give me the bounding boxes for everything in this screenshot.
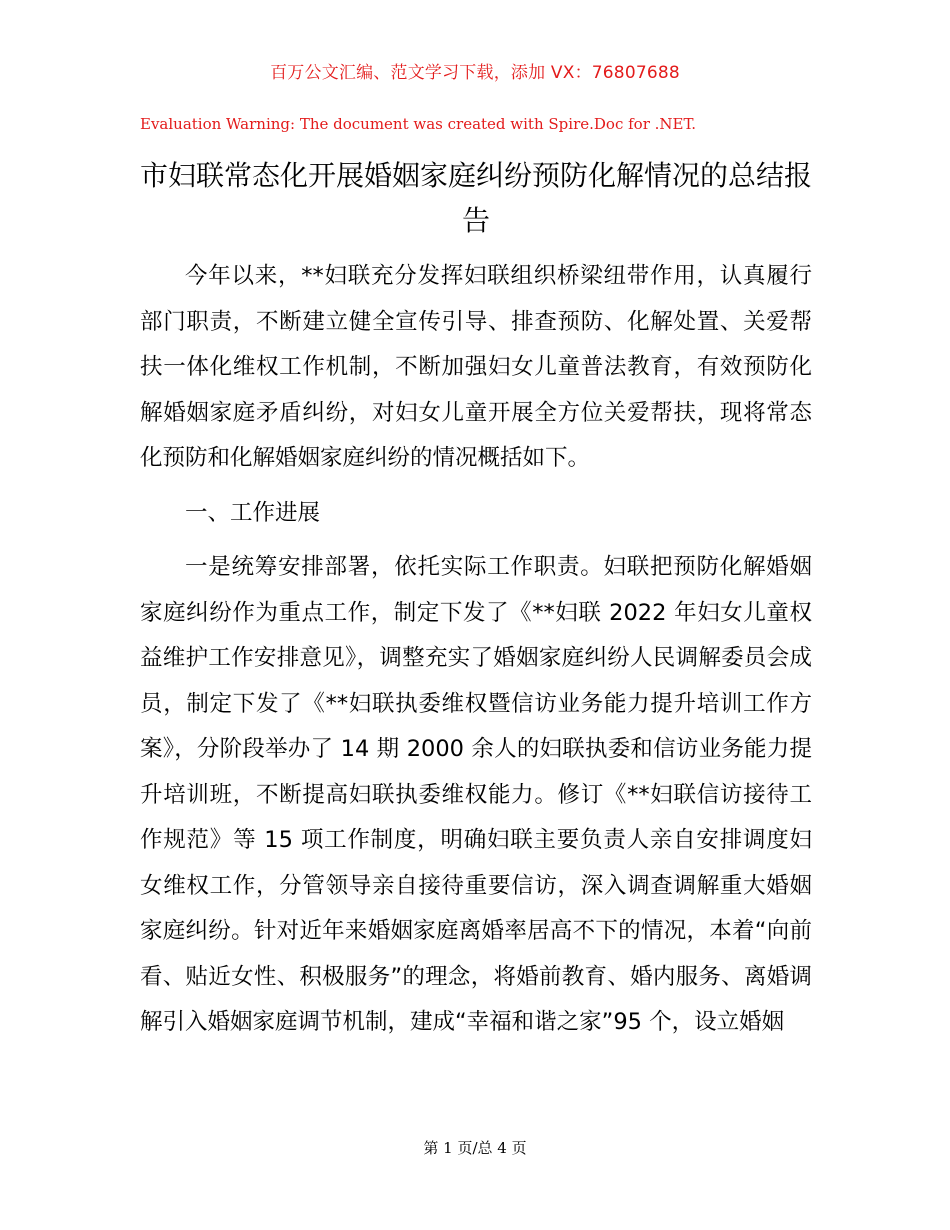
body-paragraph-intro: 今年以来，**妇联充分发挥妇联组织桥梁纽带作用，认真履行部门职责，不断建立健全宣传引导、排查预防、化解处置、关爱帮扶一体化维权工作机制，不断加强妇女儿童普法教育，有效预防化解婚姻家庭矛盾纠纷，对妇女儿童开展全方位关爱帮扶，现将常态化预防和化解婚姻家庭纠纷的情况概括如下。 (140, 263, 812, 471)
document-body (140, 254, 812, 1046)
header-banner: 百万公文汇编、范文学习下载，添加 VX：76807688 (270, 63, 680, 83)
evaluation-warning: Evaluation Warning: The document was created with Spire.Doc for .NET. (140, 115, 697, 133)
body-paragraph-progress: 一是统筹安排部署，依托实际工作职责。妇联把预防化解婚姻家庭纠纷作为重点工作，制定下发了《**妇联 2022 年妇女儿童权益维护工作安排意见》，调整充实了婚姻家庭纠纷人民调解委员会成员，制定下发了《**妇联执委维权暨信访业务能力提升培训工作方案》，分阶段举办了 14 期 2000 余人的妇联执委和信访业务能力提升培训班，不断提高妇联执委维权能力。修订《**妇联信访接待工作规范》等 15 项工作制度，明确妇联主要负责人亲自安排调度妇女维权工作，分管领导亲自接待重要信访，深入调查调解重大婚姻家庭纠纷。针对近年来婚姻家庭离婚率居高不下的情况，本着“向前看、贴近女性、积极服务”的理念，将婚前教育、婚内服务、离婚调解引入婚姻家庭调节机制，建成“幸福和谐之家”95 个，设立婚姻 (140, 554, 812, 1035)
page-footer: 第 1 页/总 4 页 (423, 1139, 527, 1157)
section-heading: 一、工作进展 (185, 499, 321, 526)
document-title: 市妇联常态化开展婚姻家庭纠纷预防化解情况的总结报告 (140, 159, 813, 237)
